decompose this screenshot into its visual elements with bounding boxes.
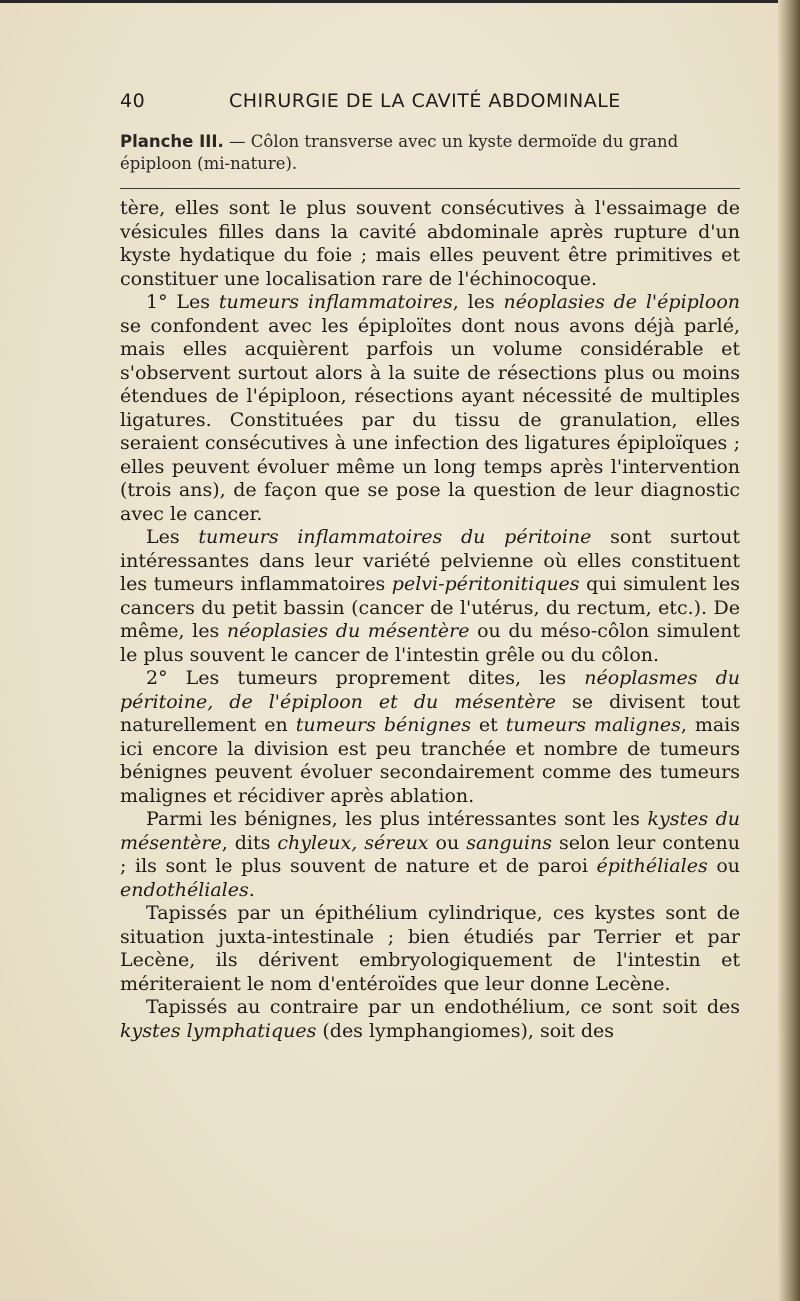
- text-run: se divisent tout naturellement en: [120, 690, 740, 736]
- paragraph-7: [120, 996, 740, 1043]
- text-run: selon leur contenu ; ils sont le plus souvent de nature et de paroi: [120, 831, 740, 877]
- text-run: (des lymphangiomes), soit des: [316, 1019, 615, 1042]
- text-run: et: [470, 714, 506, 736]
- italic-term: néoplasies du mésentère: [226, 620, 470, 642]
- italic-term: endothéliales: [120, 878, 249, 901]
- caption-label: Planche III.: [120, 132, 224, 151]
- italic-term: chyleux, séreux: [277, 831, 429, 854]
- text-run: , dits: [221, 831, 278, 854]
- text-run: ou: [428, 831, 467, 854]
- italic-term: pelvi-péritonitiques: [391, 573, 580, 595]
- text-run: 1° Les: [146, 291, 219, 313]
- text-run: qui simulent les cancers du petit bassin (cancer de l'utérus, du rectum, etc.). De même, les: [120, 573, 740, 642]
- text-run: .: [248, 878, 255, 901]
- running-header: [120, 90, 680, 116]
- text-run: se confondent avec les épiploïtes dont nous avons déjà parlé, mais elles acquièrent parfois un volume considérable et s'observent surtout alors à la suite de résections plus ou moins étendues de l'épiploon, résections ayant nécessité de multiples ligatures. Constituées par du tissu de granulation, elles seraient consécutives à une infection des ligatures épiploïques ; elles peuvent évoluer même un long temps après l'intervention (trois ans), de façon que se pose la question de leur diagnostic avec le cancer.: [120, 314, 740, 525]
- text-run: Tapissés au contraire par un endothélium, ce sont soit des: [146, 996, 740, 1018]
- paragraph-4: [120, 667, 740, 808]
- italic-term: tumeurs inflammatoires: [218, 291, 453, 313]
- text-run: sont surtout intéressantes dans leur variété pelvienne où elles constituent les tumeurs inflammatoires: [120, 526, 740, 595]
- text-run: , les: [452, 291, 504, 313]
- page-number: 40: [120, 90, 146, 112]
- text-run: ou: [707, 855, 740, 877]
- paragraph-2: [120, 291, 740, 526]
- text-run: tère, elles sont le plus souvent consécutives à l'essaimage de vésicules filles dans la cavité abdominale après rupture d'un kyste hydatique du foie ; mais elles peuvent être primitives et constituer une localisation rare de l'échinocoque.: [120, 197, 740, 290]
- text-run: Les: [146, 526, 199, 548]
- paragraph-5: [120, 808, 740, 902]
- italic-term: néoplasies de l'épiploon: [503, 291, 740, 313]
- italic-term: tumeurs inflammatoires du péritoine: [198, 526, 592, 548]
- text-run: , mais ici encore la division est peu tranchée et nombre de tumeurs bénignes peuvent évoluer secondairement comme des tumeurs malignes et récidiver après ablation.: [120, 714, 740, 807]
- paragraph-3: [120, 526, 740, 667]
- paragraph-1: [120, 197, 740, 291]
- divider-rule: [120, 188, 740, 189]
- italic-term: tumeurs bénignes: [295, 714, 471, 736]
- text-run: 2° Les tumeurs proprement dites, les: [146, 667, 585, 689]
- running-title: CHIRURGIE DE LA CAVITÉ ABDOMINALE: [229, 90, 621, 112]
- italic-term: néoplasmes du péritoine, de l'épiploon et du mésentère: [120, 667, 740, 713]
- italic-term: sanguins: [466, 831, 552, 854]
- plate-caption: [120, 131, 740, 175]
- text-run: ou du méso-côlon simulent le plus souvent le cancer de l'intestin grêle ou du côlon.: [120, 620, 740, 666]
- caption-text: — Côlon transverse avec un kyste dermoïde du grand épiploon (mi-nature).: [120, 132, 679, 173]
- text-run: Tapissés par un épithélium cylindrique, ces kystes sont de situation juxta-intestinale ; bien étudiés par Terrier et par Lecène, ils dérivent embryologiquement de l'intestin et mériteraient le nom d'entéroïdes que leur donne Lecène.: [120, 902, 740, 995]
- italic-term: kystes lymphatiques: [120, 1019, 317, 1042]
- body-text: [120, 197, 740, 1043]
- italic-term: tumeurs malignes: [505, 714, 681, 736]
- italic-term: kystes du mésentère: [120, 808, 740, 854]
- italic-term: épithéliales: [596, 855, 708, 877]
- page-top-edge: [0, 0, 800, 3]
- text-run: Parmi les bénignes, les plus intéressantes sont les: [146, 808, 648, 830]
- page-right-edge: [778, 0, 800, 1301]
- paragraph-6: [120, 902, 740, 996]
